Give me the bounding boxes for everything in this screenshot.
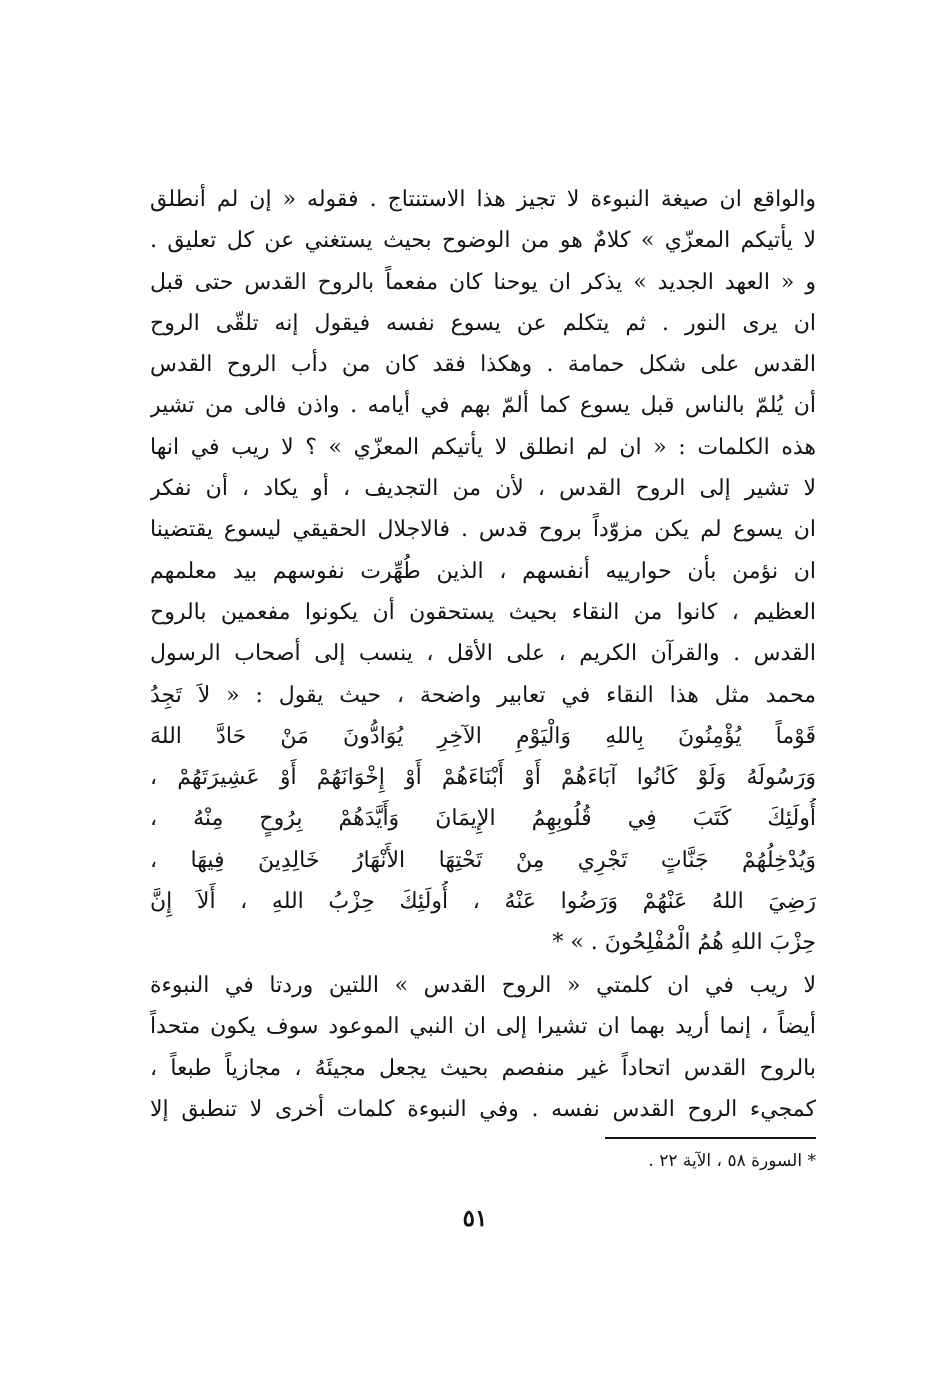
text-line: و « العهد الجديد » يذكر ان يوحنا كان مفعماً بالروح القدس حتى قبل	[150, 269, 816, 295]
paragraph-1	[150, 179, 816, 964]
page-number: ٥١	[462, 1205, 488, 1232]
text-line: القدس على شكل حمامة . وهكذا فقد كان من دأب الروح القدس	[150, 352, 816, 378]
text-line: ان يسوع لم يكن مزوّداً بروح قدس . فالاجلال الحقيقي ليسوع يقتضينا	[150, 517, 816, 543]
text-line: العظيم ، كانوا من النقاء بحيث يستحقون أن يكونوا مفعمين بالروح	[150, 599, 816, 625]
text-line: أيضاً ، إنما أريد بهما ان تشيرا إلى ان النبي الموعود سوف يكون متحداً	[150, 1014, 816, 1040]
quran-quote-line: حِزْبَ اللهِ هُمُ الْمُفْلِحُونَ . » *	[552, 930, 816, 956]
quran-quote-line: رَضِيَ اللهُ عَنْهُمْ وَرَضُوا عَنْهُ ، أُولَئِكَ حِزْبُ اللهِ ، أَلاَ إِنَّ	[150, 889, 816, 915]
text-line: لا تشير إلى الروح القدس ، لأن من التجديف ، أو يكاد ، أن نفكر	[150, 476, 816, 502]
quran-quote-line: وَيُدْخِلُهُمْ جَنَّاتٍ تَجْرِي مِنْ تَحْتِهَا الأَنْهَارُ خَالِدِينَ فِيهَا ،	[150, 847, 816, 873]
text-line: ان نؤمن بأن حوارييه أنفسهم ، الذين طُهِّرت نفوسهم بيد معلمهم	[150, 558, 816, 584]
text-line: أن يُلمّ بالناس قبل يسوع كما ألمّ بهم في أيامه . واذن فالى من تشير	[150, 393, 816, 419]
quran-quote-line: وَرَسُولَهُ وَلَوْ كَانُوا آبَاءَهُمْ أَوْ أَبْنَاءَهُمْ أَوْ إِخْوَانَهُمْ أَوْ عَشِيرَتَهُمْ ،	[150, 765, 816, 791]
footnote-divider	[605, 1137, 816, 1139]
paragraph-2	[150, 965, 816, 1130]
text-line: لا يأتيكم المعزّي » كلامٌ هو من الوضوح بحيث يستغني عن كل تعليق .	[150, 228, 816, 254]
text-line: ان يرى النور . ثم يتكلم عن يسوع نفسه فيقول إنه تلقّى الروح	[150, 310, 816, 336]
text-line: القدس . والقرآن الكريم ، على الأقل ، ينسب إلى أصحاب الرسول	[150, 641, 816, 667]
quran-quote-line: أُولَئِكَ كَتَبَ فِي قُلُوبِهِمُ الإِيمَانَ وَأَيَّدَهُمْ بِرُوحٍ مِنْهُ ،	[150, 806, 816, 832]
quran-quote-line: قَوْماً يُؤْمِنُونَ بِاللهِ وَالْيَوْمِ الآخِرِ يُوَادُّونَ مَنْ حَادَّ اللهَ	[150, 723, 816, 749]
footnote: * السورة ٥٨ ، الآية ٢٢ .	[648, 1151, 816, 1171]
text-line: كمجيء الروح القدس نفسه . وفي النبوءة كلمات أخرى لا تنطبق إلا	[150, 1096, 816, 1122]
text-line: محمد مثل هذا النقاء في تعابير واضحة ، حيث يقول : « لاَ تَجِدُ	[150, 682, 816, 708]
text-line: بالروح القدس اتحاداً غير منفصم بحيث يجعل مجيئَهُ ، مجازياً طبعاً ،	[150, 1055, 816, 1081]
text-line: والواقع ان صيغة النبوءة لا تجيز هذا الاستنتاج . فقوله « إن لم أنطلق	[150, 187, 816, 212]
text-line: لا ريب في ان كلمتي « الروح القدس » اللتين وردتا في النبوءة	[150, 973, 816, 998]
text-line: هذه الكلمات : « ان لم انطلق لا يأتيكم المعزّي » ؟ لا ريب في انها	[150, 434, 816, 460]
